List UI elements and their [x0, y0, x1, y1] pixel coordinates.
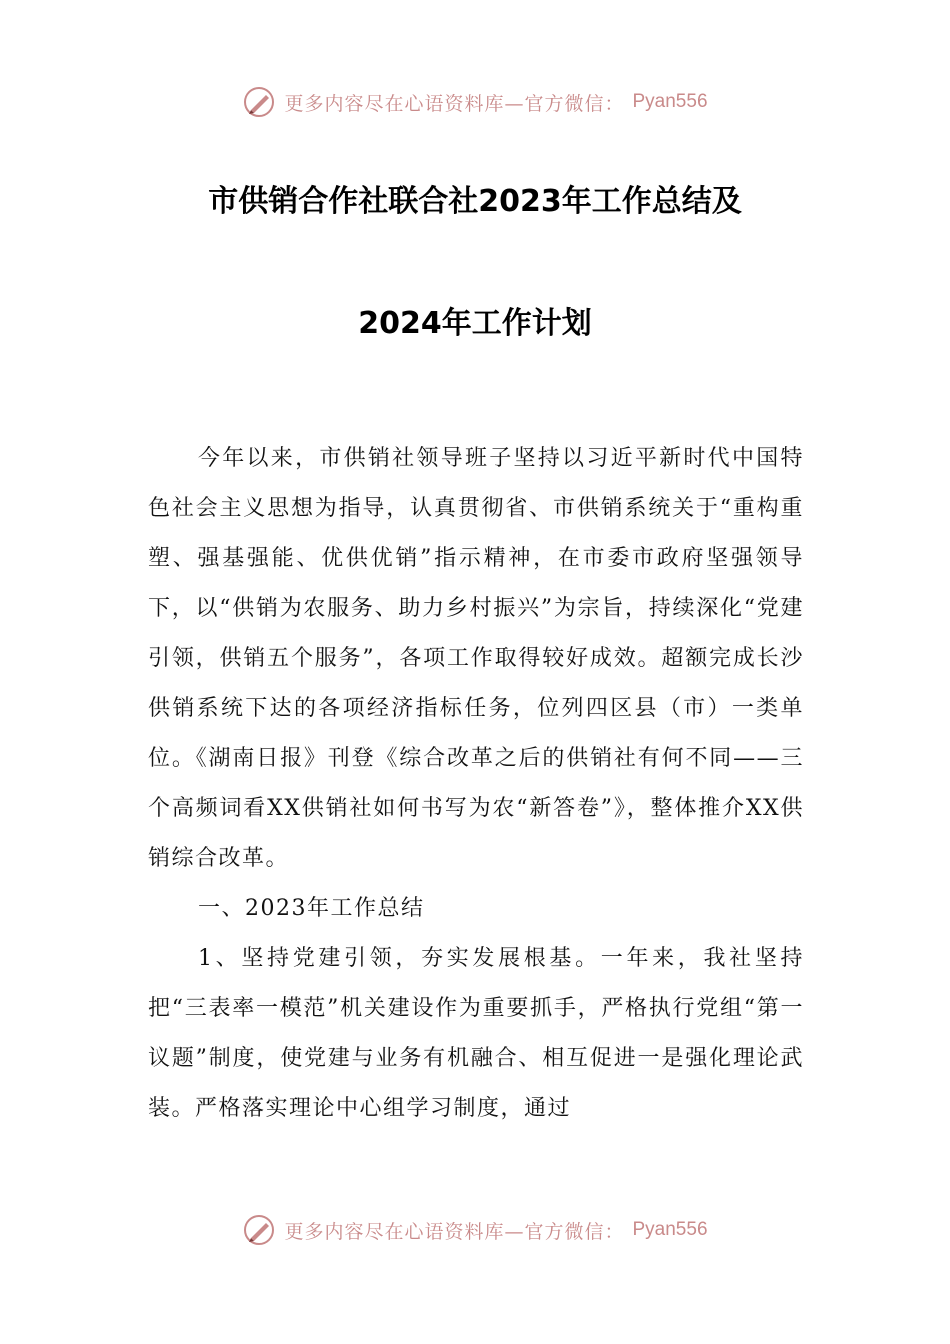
- section-heading-2023-summary: 一、2023年工作总结: [198, 896, 425, 921]
- pen-logo-icon: [242, 85, 276, 119]
- document-title-line1: 市供销合作社联合社2023年工作总结及: [208, 184, 742, 219]
- watermark-footer: [0, 1212, 950, 1248]
- paragraph-intro: 今年以来，市供销社领导班子坚持以习近平新时代中国特色社会主义思想为指导，认真贯彻省、市供销系统关于“重构重塑、强基强能、优供优销”指示精神，在市委市政府坚强领导下，以“供销为农服务、助力乡村振兴”为宗旨，持续深化“党建引领，供销五个服务”，各项工作取得较好成效。超额完成长沙供销系统下达的各项经济指标任务，位列四区县（市）一类单位。《湖南日报》刊登《综合改革之后的供销社有何不同——三个高频词看XX供销社如何书写为农“新答卷”》，整体推介XX供销综合改革。: [148, 446, 804, 871]
- paragraph-party-building: 1、坚持党建引领，夯实发展根基。一年来，我社坚持把“三表率一模范”机关建设作为重要抓手，严格执行党组“第一议题”制度，使党建与业务有机融合、相互促进一是强化理论武装。严格落实理论中心组学习制度，通过: [148, 946, 804, 1121]
- pen-logo-icon: [242, 1213, 276, 1247]
- document-title-line2: 2024年工作计划: [358, 306, 592, 341]
- watermark-header: [0, 84, 950, 120]
- watermark-wechat-id: Pyan556: [632, 91, 708, 112]
- document-body: [148, 434, 804, 1134]
- watermark-wechat-id: Pyan556: [632, 1219, 708, 1240]
- watermark-text: 更多内容尽在心语资料库—官方微信：: [284, 92, 625, 115]
- watermark-text: 更多内容尽在心语资料库—官方微信：: [284, 1220, 625, 1243]
